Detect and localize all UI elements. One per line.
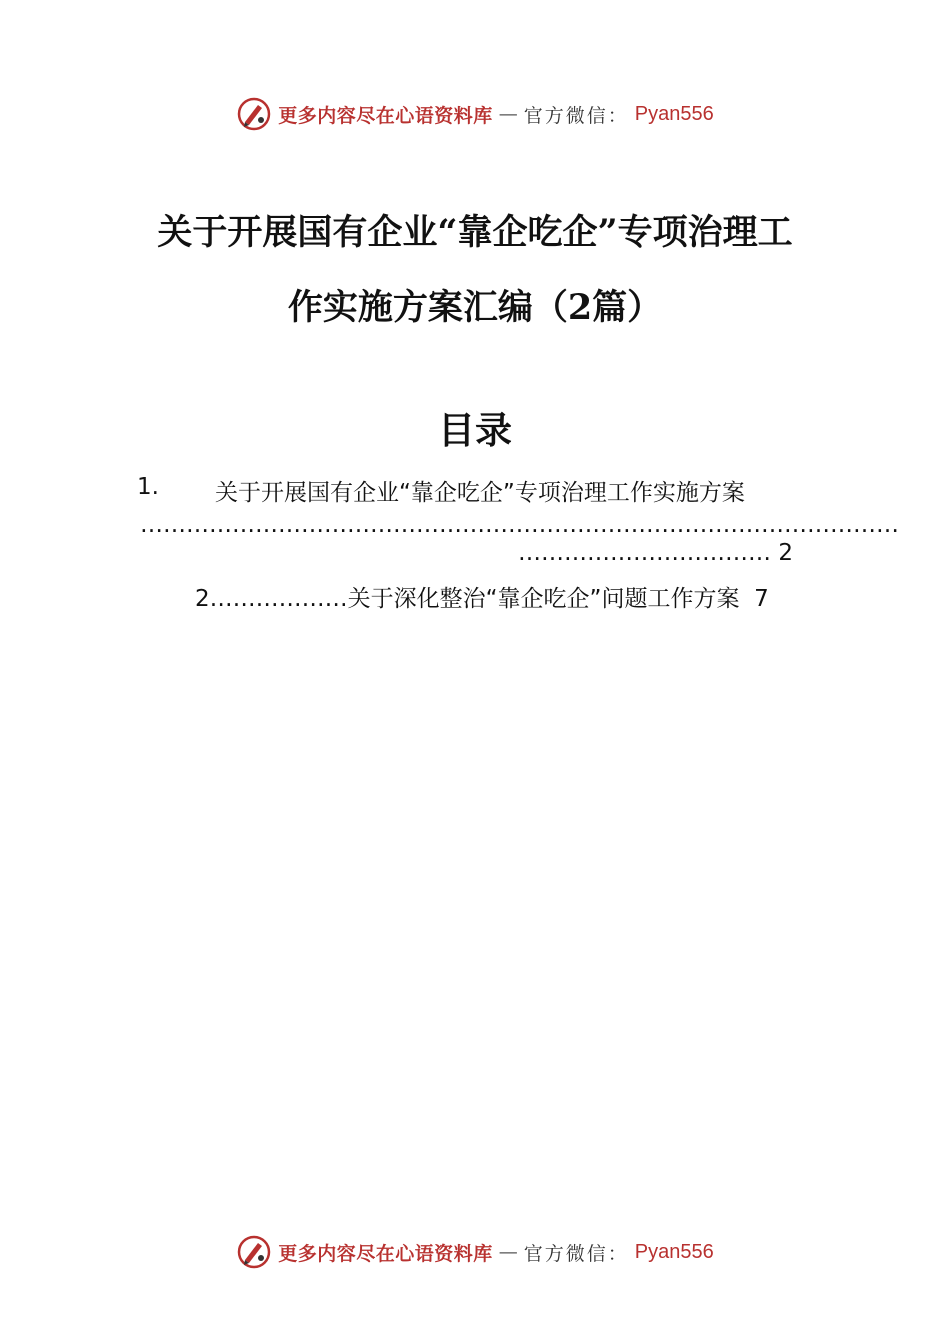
header-wechat-id: Pyan556	[634, 102, 714, 125]
toc-entry-2-row[interactable]	[195, 580, 769, 613]
toc-entry-1-number: 1.	[137, 474, 159, 500]
pen-seal-logo-icon	[236, 1234, 272, 1270]
header-watermark-banner	[0, 94, 950, 134]
toc-entry-2-link[interactable]: 关于深化整治“靠企吃企”问题工作方案	[347, 586, 740, 612]
footer-brand-text: 更多内容尽在心语资料库	[278, 1242, 493, 1265]
footer-wechat-id: Pyan556	[634, 1240, 714, 1263]
toc-entry-1-leader-line2-row	[518, 540, 793, 566]
footer-separator: —	[498, 1241, 518, 1263]
header-brand-text: 更多内容尽在心语资料库	[278, 104, 493, 127]
document-title-line1: 关于开展国有企业“靠企吃企”专项治理工	[157, 212, 793, 253]
footer-wechat-label: 官方微信：	[523, 1242, 629, 1265]
header-wechat-label: 官方微信：	[523, 104, 629, 127]
pen-seal-logo-icon	[236, 96, 272, 132]
toc-heading: 目录	[438, 408, 512, 452]
toc-entry-1-leader-line1: ………………………………………………………………………………………	[140, 512, 899, 538]
toc-entry-1-page: 2	[778, 540, 793, 566]
toc-entry-1-link[interactable]: 关于开展国有企业“靠企吃企”专项治理工作实施方案	[215, 480, 745, 506]
footer-watermark-banner	[0, 1232, 950, 1272]
toc-entry-2-number: 2	[195, 586, 210, 612]
toc-entry-1-leader-line2: ……………………………	[518, 540, 771, 566]
document-title-line2: 作实施方案汇编（2篇）	[287, 287, 663, 328]
toc-entry-2-page: 7	[754, 586, 769, 612]
header-separator: —	[498, 103, 518, 125]
toc-entry-2-leader: ………………	[209, 586, 348, 612]
